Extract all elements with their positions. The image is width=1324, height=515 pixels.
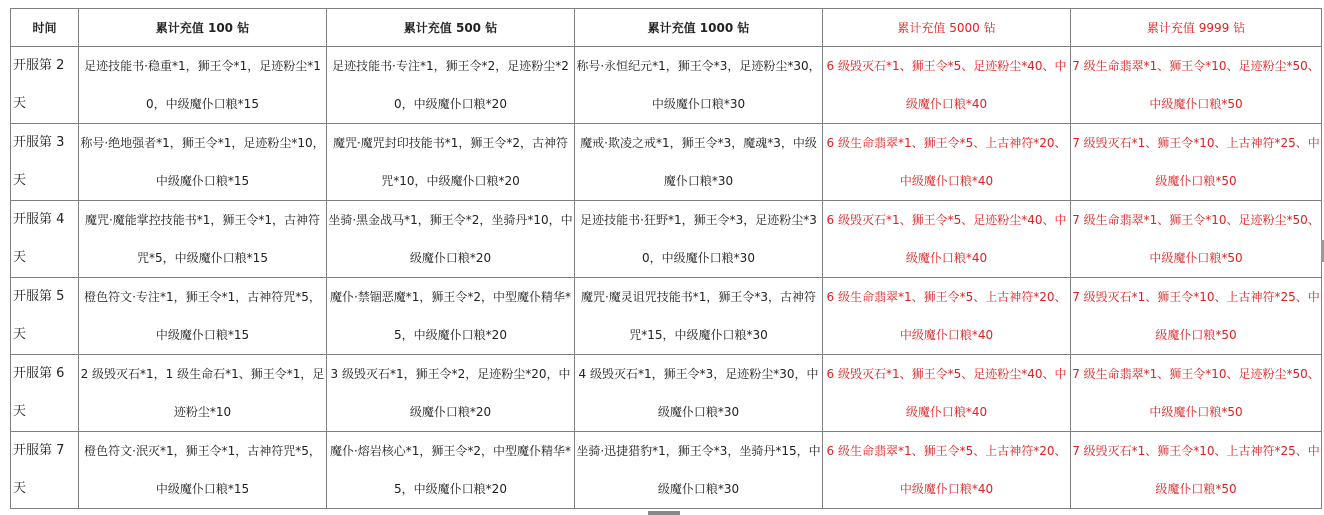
reward-cell — [1071, 278, 1322, 355]
reward-text: 6 级生命翡翠*1、狮王令*5、上古神符*20、中级魔仆口粮*40 — [826, 290, 1067, 342]
reward-cell — [823, 124, 1071, 201]
reward-cell — [575, 432, 823, 509]
time-cell: 开服第 7 天 — [11, 432, 79, 509]
time-cell: 开服第 4 天 — [11, 201, 79, 278]
reward-text: 足迹技能书·狂野*1，狮王令*3，足迹粉尘*30，中级魔仆口粮*30 — [580, 213, 817, 265]
reward-text: 足迹技能书·稳重*1，狮王令*1，足迹粉尘*10，中级魔仆口粮*15 — [84, 59, 321, 111]
table-row — [11, 355, 1322, 432]
reward-cell — [79, 201, 327, 278]
reward-text: 7 级生命翡翠*1、狮王令*10、足迹粉尘*50、中级魔仆口粮*50 — [1072, 59, 1320, 111]
reward-cell — [1071, 124, 1322, 201]
time-cell: 开服第 5 天 — [11, 278, 79, 355]
reward-cell — [575, 47, 823, 124]
reward-text: 6 级生命翡翠*1、狮王令*5、上古神符*20、中级魔仆口粮*40 — [826, 444, 1067, 496]
header-tier-9999: 累计充值 9999 钻 — [1071, 9, 1322, 47]
reward-cell — [823, 278, 1071, 355]
reward-cell — [327, 432, 575, 509]
reward-cell — [79, 432, 327, 509]
reward-cell — [79, 124, 327, 201]
reward-text: 2 级毁灭石*1，1 级生命石*1、狮王令*1，足迹粉尘*10 — [80, 367, 325, 419]
reward-cell — [823, 201, 1071, 278]
reward-text: 7 级毁灭石*1、狮王令*10、上古神符*25、中级魔仆口粮*50 — [1072, 136, 1320, 188]
table-row — [11, 124, 1322, 201]
table-row — [11, 47, 1322, 124]
reward-cell — [1071, 355, 1322, 432]
reward-text: 7 级毁灭石*1、狮王令*10、上古神符*25、中级魔仆口粮*50 — [1072, 444, 1320, 496]
table-row — [11, 278, 1322, 355]
reward-cell — [327, 47, 575, 124]
header-tier-500: 累计充值 500 钻 — [327, 9, 575, 47]
table-row — [11, 201, 1322, 278]
recharge-rewards-table — [10, 8, 1322, 509]
reward-cell — [327, 124, 575, 201]
reward-text: 6 级毁灭石*1、狮王令*5、足迹粉尘*40、中级魔仆口粮*40 — [826, 213, 1067, 265]
reward-cell — [823, 355, 1071, 432]
reward-text: 魔戒·欺凌之戒*1，狮王令*3，魔魂*3，中级魔仆口粮*30 — [580, 136, 817, 188]
reward-text: 3 级毁灭石*1，狮王令*2，足迹粉尘*20，中级魔仆口粮*20 — [330, 367, 571, 419]
reward-text: 6 级毁灭石*1、狮王令*5、足迹粉尘*40、中级魔仆口粮*40 — [826, 59, 1067, 111]
reward-text: 7 级生命翡翠*1、狮王令*10、足迹粉尘*50、中级魔仆口粮*50 — [1072, 367, 1320, 419]
reward-text: 足迹技能书·专注*1，狮王令*2，足迹粉尘*20，中级魔仆口粮*20 — [332, 59, 569, 111]
table-row — [11, 432, 1322, 509]
reward-text: 坐骑·迅捷猎豹*1，狮王令*3，坐骑丹*15，中级魔仆口粮*30 — [576, 444, 821, 496]
reward-text: 魔咒·魔咒封印技能书*1，狮王令*2，古神符咒*10，中级魔仆口粮*20 — [332, 136, 569, 188]
reward-cell — [327, 355, 575, 432]
reward-text: 6 级生命翡翠*1、狮王令*5、上古神符*20、中级魔仆口粮*40 — [826, 136, 1067, 188]
reward-text: 7 级毁灭石*1、狮王令*10、上古神符*25、中级魔仆口粮*50 — [1072, 290, 1320, 342]
reward-text: 7 级生命翡翠*1、狮王令*10、足迹粉尘*50、中级魔仆口粮*50 — [1072, 213, 1320, 265]
reward-cell — [1071, 432, 1322, 509]
reward-cell — [327, 201, 575, 278]
reward-cell — [327, 278, 575, 355]
reward-text: 橙色符文·专注*1，狮王令*1，古神符咒*5，中级魔仆口粮*15 — [84, 290, 321, 342]
reward-cell — [823, 432, 1071, 509]
reward-text: 魔仆·熔岩核心*1，狮王令*2，中型魔仆精华*5，中级魔仆口粮*20 — [329, 444, 572, 496]
reward-text: 魔咒·魔灵诅咒技能书*1，狮王令*3，古神符咒*15，中级魔仆口粮*30 — [580, 290, 817, 342]
table-header-row — [11, 9, 1322, 47]
reward-cell — [1071, 201, 1322, 278]
reward-cell — [823, 47, 1071, 124]
reward-cell — [79, 47, 327, 124]
reward-text: 坐骑·黑金战马*1，狮王令*2，坐骑丹*10，中级魔仆口粮*20 — [328, 213, 573, 265]
reward-text: 魔咒·魔能掌控技能书*1，狮王令*1，古神符咒*5，中级魔仆口粮*15 — [84, 213, 321, 265]
reward-text: 魔仆·禁锢恶魔*1，狮王令*2，中型魔仆精华*5，中级魔仆口粮*20 — [329, 290, 572, 342]
time-cell: 开服第 2 天 — [11, 47, 79, 124]
header-tier-1000: 累计充值 1000 钻 — [575, 9, 823, 47]
reward-cell — [1071, 47, 1322, 124]
resize-handle[interactable] — [648, 511, 680, 515]
reward-text: 称号·永恒纪元*1，狮王令*3，足迹粉尘*30，中级魔仆口粮*30 — [576, 59, 821, 111]
reward-text: 4 级毁灭石*1，狮王令*3，足迹粉尘*30，中级魔仆口粮*30 — [578, 367, 819, 419]
time-cell: 开服第 3 天 — [11, 124, 79, 201]
reward-cell — [79, 355, 327, 432]
header-tier-100: 累计充值 100 钻 — [79, 9, 327, 47]
reward-cell — [575, 124, 823, 201]
reward-text: 称号·绝地强者*1，狮王令*1，足迹粉尘*10，中级魔仆口粮*15 — [80, 136, 325, 188]
reward-cell — [79, 278, 327, 355]
reward-cell — [575, 355, 823, 432]
reward-cell — [575, 278, 823, 355]
reward-text: 6 级毁灭石*1、狮王令*5、足迹粉尘*40、中级魔仆口粮*40 — [826, 367, 1067, 419]
reward-cell — [575, 201, 823, 278]
header-time: 时间 — [11, 9, 79, 47]
header-tier-5000: 累计充值 5000 钻 — [823, 9, 1071, 47]
reward-text: 橙色符文·泯灭*1，狮王令*1，古神符咒*5，中级魔仆口粮*15 — [84, 444, 321, 496]
time-cell: 开服第 6 天 — [11, 355, 79, 432]
